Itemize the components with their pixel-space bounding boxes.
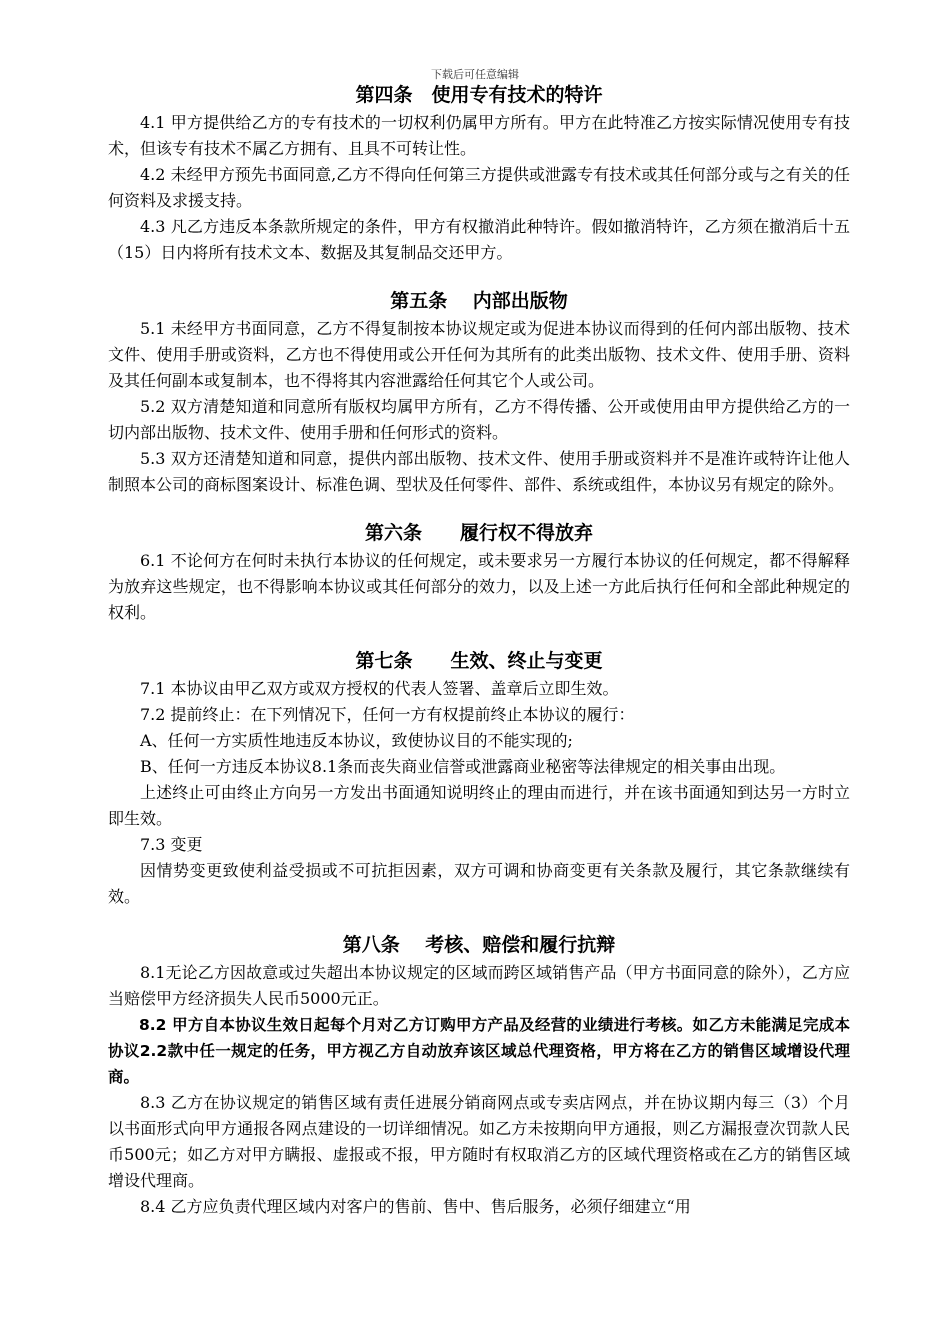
clause-7-1: 7.1 本协议由甲乙双方或双方授权的代表人签署、盖章后立即生效。 [140, 679, 619, 698]
article-5-heading: 第五条 内部出版物 [390, 290, 568, 312]
article-6-heading: 第六条 履行权不得放弃 [364, 522, 593, 544]
clause-8-3: 8.3 乙方在协议规定的销售区域有责任进展分销商网点或专卖店网点，并在协议期内每三（3）个月以书面形式向甲方通报各网点建设的一切详细情况。如乙方未按期向甲方通报，则乙方漏报壹次罚款人民币500元；如乙方对甲方瞒报、虚报或不报，甲方随时有权取消乙方的区域代理资格或在乙方的销售区域增设代理商。 [108, 1093, 850, 1190]
clause-5-3: 5.3 双方还清楚知道和同意，提供内部出版物、技术文件、使用手册或资料并不是准许或特许让他人制照本公司的商标图案设计、标准色调、型状及任何零件、部件、系统或组件，本协议另有规定的除外。 [108, 449, 850, 494]
clause-8-1: 8.1无论乙方因故意或过失超出本协议规定的区域而跨区域销售产品（甲方书面同意的除外），乙方应当赔偿甲方经济损失人民币5000元正。 [108, 963, 850, 1008]
clause-7-2-item-a: A、任何一方实质性地违反本协议，致使协议目的不能实现的; [140, 731, 573, 750]
article-4-heading: 第四条 使用专有技术的特许 [355, 84, 603, 106]
clause-7-3-body: 因情势变更致使利益受损或不可抗拒因素，双方可调和协商变更有关条款及履行，其它条款继续有效。 [108, 861, 850, 906]
watermark-text: 下载后可任意编辑 [431, 68, 519, 81]
clause-8-4: 8.4 乙方应负责代理区域内对客户的售前、售中、售后服务，必须仔细建立“用 [140, 1197, 691, 1216]
document-body [108, 80, 850, 1220]
clause-5-2: 5.2 双方清楚知道和同意所有版权均属甲方所有，乙方不得传播、公开或使用由甲方提供给乙方的一切内部出版物、技术文件、使用手册和任何形式的资料。 [108, 397, 850, 442]
clause-7-3: 7.3 变更 [140, 835, 203, 854]
clause-8-2: 8.2 甲方自本协议生效日起每个月对乙方订购甲方产品及经营的业绩进行考核。如乙方未能满足完成本协议2.2款中任一规定的任务，甲方视乙方自动放弃该区域总代理资格，甲方将在乙方的销售区域增设代理商。 [108, 1016, 850, 1086]
article-8-heading: 第八条 考核、赔偿和履行抗辩 [342, 934, 616, 956]
clause-4-1: 4.1 甲方提供给乙方的专有技术的一切权利仍属甲方所有。甲方在此特准乙方按实际情况使用专有技术，但该专有技术不属乙方拥有、且具不可转让性。 [108, 113, 850, 158]
clause-7-2-item-b: B、任何一方违反本协议8.1条而丧失商业信誉或泄露商业秘密等法律规定的相关事由出现。 [140, 757, 786, 776]
article-7-heading: 第七条 生效、终止与变更 [355, 650, 603, 672]
clause-4-2: 4.2 未经甲方预先书面同意,乙方不得向任何第三方提供或泄露专有技术或其任何部分或与之有关的任何资料及求援支持。 [108, 165, 850, 210]
clause-5-1: 5.1 未经甲方书面同意，乙方不得复制按本协议规定或为促进本协议而得到的任何内部出版物、技术文件、使用手册或资料，乙方也不得使用或公开任何为其所有的此类出版物、技术文件、使用手册、资料及其任何副本或复制本，也不得将其内容泄露给任何其它个人或公司。 [108, 319, 850, 390]
clause-7-2-note: 上述终止可由终止方向另一方发出书面通知说明终止的理由而进行，并在该书面通知到达另一方时立即生效。 [108, 783, 850, 828]
clause-4-3: 4.3 凡乙方违反本条款所规定的条件，甲方有权撤消此种特许。假如撤消特许，乙方须在撤消后十五（15）日内将所有技术文本、数据及其复制品交还甲方。 [108, 217, 850, 262]
clause-6-1: 6.1 不论何方在何时未执行本协议的任何规定，或未要求另一方履行本协议的任何规定，都不得解释为放弃这些规定，也不得影响本协议或其任何部分的效力，以及上述一方此后执行任何和全部此种规定的权利。 [108, 551, 850, 622]
clause-7-2: 7.2 提前终止：在下列情况下，任何一方有权提前终止本协议的履行： [140, 705, 635, 724]
